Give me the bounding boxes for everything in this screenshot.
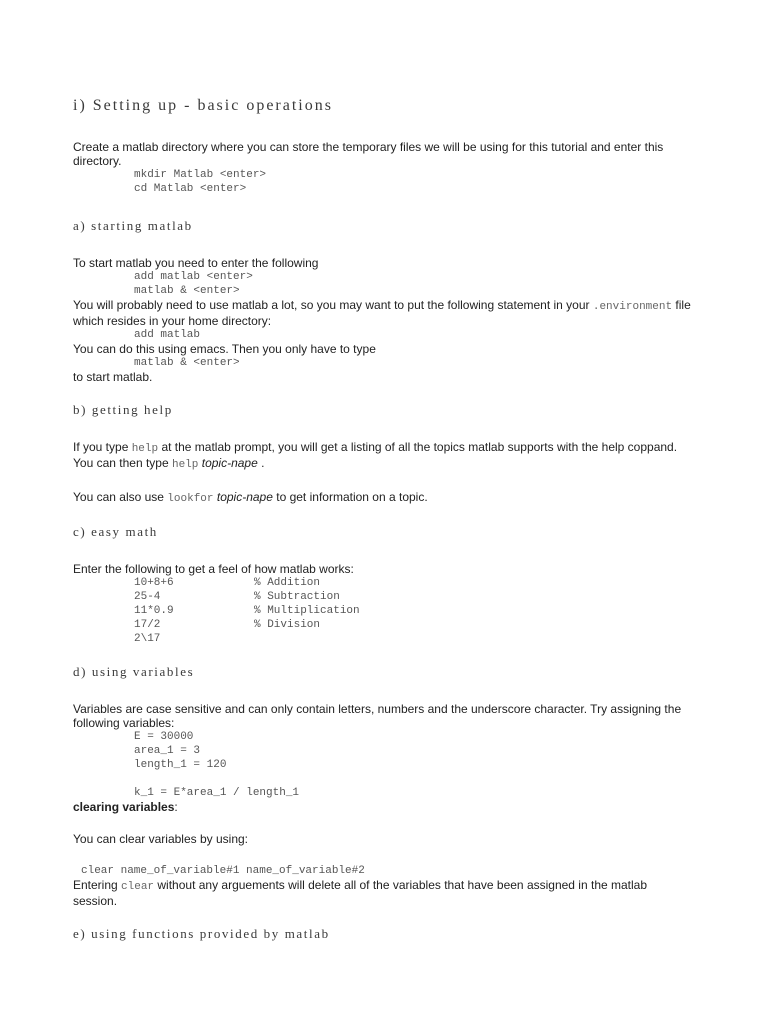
code-line: cd Matlab <enter> xyxy=(134,183,247,195)
section-a-heading: a) starting matlab xyxy=(73,218,193,233)
section-c-heading: c) easy math xyxy=(73,524,158,539)
inline-code: .environment xyxy=(592,301,673,313)
inline-code: clear xyxy=(121,881,155,893)
math-row: 2\17 xyxy=(134,633,161,645)
math-row: 25-4 % Subtraction xyxy=(134,591,340,603)
paragraph: If you type help at the matlab prompt, you will get a listing of all the topics matlab supports with the help coppand. You can then type help topic-nape . xyxy=(73,440,678,471)
italic-term: topic-nape xyxy=(201,456,258,470)
paragraph: Variables are case sensitive and can only contain letters, numbers and the underscore character. Try assigning the following variables: xyxy=(73,702,682,730)
intro-paragraph: Create a matlab directory where you can store the temporary files we will be using for this tutorial and enter this directory. xyxy=(73,140,664,168)
code-line: matlab & <enter> xyxy=(134,357,240,369)
paragraph: Enter the following to get a feel of how matlab works: xyxy=(73,562,354,576)
code-line: mkdir Matlab <enter> xyxy=(134,169,267,181)
code-line: k_1 = E*area_1 / length_1 xyxy=(134,787,300,799)
code-line: matlab & <enter> xyxy=(134,285,240,297)
code-line: add matlab <enter> xyxy=(134,271,253,283)
code-line: length_1 = 120 xyxy=(134,759,227,771)
code-line: area_1 = 3 xyxy=(134,745,201,757)
paragraph: You can also use lookfor topic-nape to get information on a topic. xyxy=(73,490,428,505)
code-line: add matlab xyxy=(134,329,201,341)
inline-code: help xyxy=(131,443,159,455)
paragraph: You can do this using emacs. Then you only have to type xyxy=(73,342,376,356)
paragraph: to start matlab. xyxy=(73,370,153,384)
section-b-heading: b) getting help xyxy=(73,402,173,417)
inline-code: help xyxy=(171,459,199,471)
clearing-variables-label: clearing variables: xyxy=(73,800,178,814)
paragraph: To start matlab you need to enter the following xyxy=(73,256,319,270)
code-line: E = 30000 xyxy=(134,731,194,743)
document-page xyxy=(73,96,693,942)
paragraph: You can clear variables by using: xyxy=(73,832,248,846)
paragraph: Entering clear without any arguements will delete all of the variables that have been assigned in the matlab session. xyxy=(73,878,648,908)
math-row: 10+8+6 % Addition xyxy=(134,577,321,589)
section-e-heading: e) using functions provided by matlab xyxy=(73,926,330,941)
math-table xyxy=(73,576,693,646)
section-d-heading: d) using variables xyxy=(73,664,195,679)
code-line: clear name_of_variable#1 name_of_variable#2 xyxy=(81,865,365,877)
italic-term: topic-nape xyxy=(216,490,273,504)
math-row: 11*0.9 % Multiplication xyxy=(134,605,360,617)
inline-code: lookfor xyxy=(167,493,214,505)
page-title: i) Setting up - basic operations xyxy=(73,97,333,114)
paragraph: You will probably need to use matlab a lot, so you may want to put the following statement in your .environment file which resides in your home directory: xyxy=(73,298,691,328)
math-row: 17/2 % Division xyxy=(134,619,321,631)
